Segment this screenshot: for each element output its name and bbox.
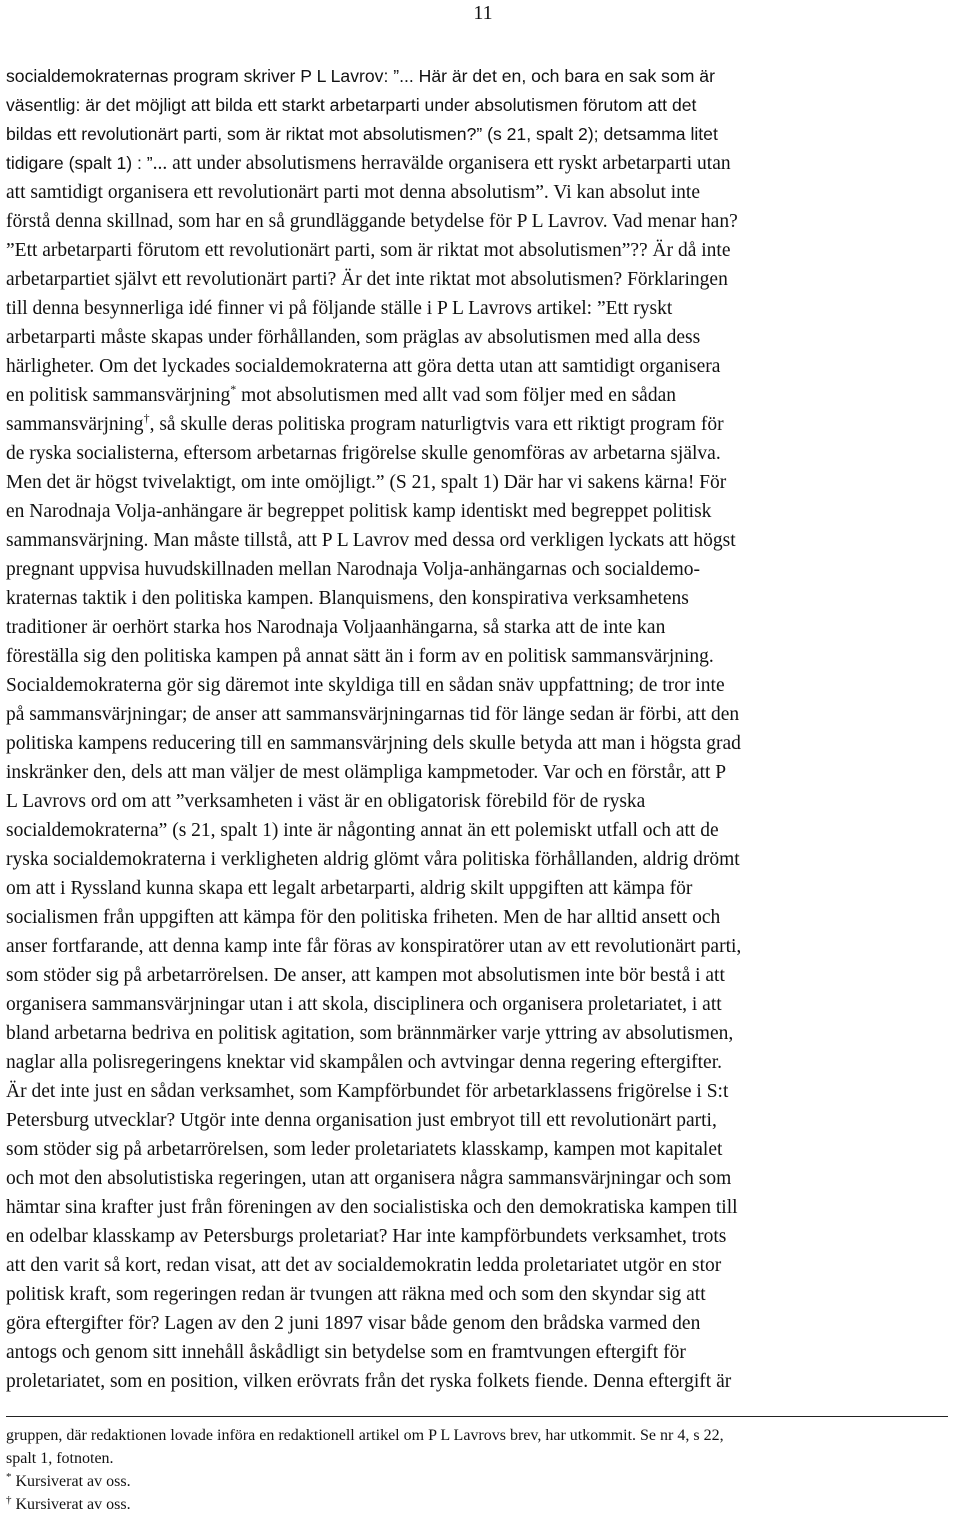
text-line	[6, 381, 951, 410]
text-segment: pregnant uppvisa huvudskillnaden mellan Narodnaja Volja-anhängarnas och socialdemo-	[6, 559, 701, 580]
text-segment: organisera sammansvärjningar utan i att skola, disciplinera och organisera proletariatet, i att	[6, 994, 722, 1015]
text-line	[6, 149, 951, 178]
text-segment: naglar alla polisregeringens knektar vid skampålen och avtvingar denna regering eftergifter.	[6, 1052, 722, 1073]
footnote	[6, 1493, 951, 1516]
text-line	[6, 1338, 951, 1367]
text-line	[6, 352, 951, 381]
text-segment: inskränker den, dels att man väljer de mest olämpliga kampmetoder. Var och en förstår, att P	[6, 762, 727, 783]
text-segment: härligheter. Om det lyckades socialdemokraterna att göra detta utan att samtidigt organisera	[6, 356, 721, 377]
text-line	[6, 1193, 951, 1222]
text-segment: antogs och genom sitt innehåll åskådligt sin betydelse som en framtvungen eftergift för	[6, 1342, 686, 1363]
footnote	[6, 1424, 951, 1447]
text-line	[6, 1077, 951, 1106]
text-line	[6, 439, 951, 468]
text-line	[6, 526, 951, 555]
text-line	[6, 671, 951, 700]
text-segment: politiska kampens reducering till en sammansvärjning dels skulle betyda att man i högsta grad	[6, 733, 741, 754]
footnote-marker: *	[230, 382, 237, 396]
text-line	[6, 845, 951, 874]
text-line	[6, 1135, 951, 1164]
text-line	[6, 497, 951, 526]
text-line	[6, 265, 951, 294]
text-line	[6, 961, 951, 990]
text-segment: socialismen från uppgiften att kämpa för den politiska friheten. Men de har alltid ansett och	[6, 907, 721, 928]
footnote-text: gruppen, där redaktionen lovade införa en redaktionell artikel om P L Lavrovs brev, har utkommit. Se nr 4, s 22,	[6, 1427, 724, 1444]
text-segment: Socialdemokraterna gör sig däremot inte skyldiga till en sådan snäv uppfattning; de tror inte	[6, 675, 725, 696]
text-line	[6, 294, 951, 323]
text-line	[6, 468, 951, 497]
footnote-marker: †	[143, 411, 150, 425]
text-line	[6, 1251, 951, 1280]
text-segment: ”Ett arbetarparti förutom ett revolutionärt parti, som är riktat mot absolutismen”?? Är då inte	[6, 240, 731, 261]
text-segment: de ryska socialisterna, eftersom arbetarnas frigörelse skulle genomföras av arbetarna själva.	[6, 443, 721, 464]
text-segment: politisk kraft, som regeringen redan är tvungen att räkna med och som den skyndar sig att	[6, 1284, 706, 1305]
text-segment: anser fortfarande, att denna kamp inte får föras av konspiratörer utan av ett revolutionärt parti,	[6, 936, 742, 957]
text-segment: och mot den absolutistiska regeringen, utan att organisera några sammansvärjningar och som	[6, 1168, 732, 1189]
text-segment: förstå denna skillnad, som har en så grundläggande betydelse för P L Lavrov. Vad menar han?	[6, 211, 738, 232]
text-line	[6, 1280, 951, 1309]
text-segment: Petersburg utvecklar? Utgör inte denna organisation just embryot till ett revolutionärt parti,	[6, 1110, 717, 1131]
text-line	[6, 236, 951, 265]
text-segment: att samtidigt organisera ett revolutionärt parti mot denna absolutism”. Vi kan absolut inte	[6, 182, 701, 203]
text-line	[6, 1309, 951, 1338]
footnote-text: spalt 1, fotnoten.	[6, 1450, 114, 1467]
text-line	[6, 1048, 951, 1077]
page-number: 11	[473, 2, 493, 24]
footnote	[6, 1470, 951, 1493]
text-segment: bland arbetarna bedriva en politisk agitation, som brännmärker varje yttring av absolutismen,	[6, 1023, 734, 1044]
text-line	[6, 584, 951, 613]
text-line	[6, 91, 951, 120]
text-line	[6, 990, 951, 1019]
text-segment: arbetarpartiet självt ett revolutionärt parti? Är det inte riktat mot absolutismen? Förklaringen	[6, 269, 728, 290]
footnote-separator	[6, 1416, 948, 1417]
text-segment: göra eftergifter för? Lagen av den 2 juni 1897 visar både genom den brådska varmed den	[6, 1313, 701, 1334]
text-line	[6, 700, 951, 729]
text-segment: hämtar sina krafter just från föreningen av den socialistiska och den demokratiska kampen till	[6, 1197, 738, 1218]
text-segment: tidigare (spalt 1) : ”	[6, 153, 153, 173]
text-line	[6, 207, 951, 236]
text-segment: traditioner är oerhört starka hos Narodnaja Voljaanhängarna, så starka att de inte kan	[6, 617, 666, 638]
text-line	[6, 816, 951, 845]
text-line	[6, 874, 951, 903]
text-segment: sammansvärjning	[6, 414, 144, 435]
footnote-text: Kursiverat av oss.	[11, 1496, 131, 1513]
text-line	[6, 642, 951, 671]
text-segment: sammansvärjning. Man måste tillstå, att P L Lavrov med dessa ord verkligen lyckats att högst	[6, 530, 736, 551]
text-segment: på sammansvärjningar; de anser att sammansvärjningarnas tid för länge sedan är förbi, att den	[6, 704, 740, 725]
text-segment: föreställa sig den politiska kampen på annat sätt än i form av en politisk sammansvärjning.	[6, 646, 714, 667]
text-segment: , så skulle deras politiska program naturligtvis vara ett riktigt program för	[149, 414, 724, 435]
text-segment: L Lavrovs ord om att ”verksamheten i väst är en obligatorisk förebild för de ryska	[6, 791, 646, 812]
text-line	[6, 903, 951, 932]
text-segment: proletariatet, som en position, vilken erövrats från det ryska folkets fiende. Denna eftergift är	[6, 1371, 732, 1392]
text-segment: arbetarparti måste skapas under förhållanden, som präglas av absolutismen med alla dess	[6, 327, 701, 348]
text-segment: om att i Ryssland kunna skapa ett legalt arbetarparti, aldrig skilt uppgiften att kämpa för	[6, 878, 693, 899]
text-segment: ryska socialdemokraterna i verkligheten aldrig glömt våra politiska förhållanden, aldrig drömt	[6, 849, 740, 870]
text-segment: som stöder sig på arbetarrörelsen. De anser, att kampen mot absolutismen inte bör bestå i att	[6, 965, 725, 986]
text-line	[6, 323, 951, 352]
text-segment: ... att under absolutismens herravälde organisera ett ryskt arbetarparti utan	[152, 153, 731, 174]
text-segment: en politisk sammansvärjning	[6, 385, 231, 406]
text-line	[6, 1222, 951, 1251]
text-line	[6, 555, 951, 584]
text-line	[6, 120, 951, 149]
footnote-mark: †	[6, 1494, 12, 1506]
text-segment: mot absolutismen med allt vad som följer med en sådan	[236, 385, 676, 406]
footnote-mark: *	[6, 1471, 12, 1483]
text-line	[6, 787, 951, 816]
text-segment: bildas ett revolutionärt parti, som är riktat mot absolutismen?” (s 21, spalt 2); detsamma litet	[6, 124, 718, 144]
text-segment: att den varit så kort, redan visat, att det av socialdemokratin ledda proletariatet utgör en stor	[6, 1255, 722, 1276]
text-segment: Är det inte just en sådan verksamhet, som Kampförbundet för arbetarklassens frigörelse i S:t	[6, 1081, 729, 1102]
text-line	[6, 758, 951, 787]
text-segment: socialdemokraterna” (s 21, spalt 1) inte är någonting annat än ett polemiskt utfall och att de	[6, 820, 719, 841]
text-segment: Men det är högst tvivelaktigt, om inte omöjligt.” (S 21, spalt 1) Där har vi sakens kärna! För	[6, 472, 727, 493]
text-segment: väsentlig: är det möjligt att bilda ett starkt arbetarparti under absolutismen förutom att det	[6, 95, 697, 115]
footnote	[6, 1447, 951, 1470]
footnote-text: Kursiverat av oss.	[11, 1473, 131, 1490]
text-segment: som stöder sig på arbetarrörelsen, som leder proletariatets klasskamp, kampen mot kapitalet	[6, 1139, 723, 1160]
text-line	[6, 729, 951, 758]
text-segment: till denna besynnerliga idé finner vi på följande ställe i P L Lavrovs artikel: ”Ett ryskt	[6, 298, 673, 319]
text-line	[6, 410, 951, 439]
footnotes	[6, 1424, 951, 1516]
text-line	[6, 1164, 951, 1193]
text-line	[6, 1367, 951, 1396]
text-line	[6, 613, 951, 642]
text-line	[6, 62, 951, 91]
text-line	[6, 1019, 951, 1048]
text-line	[6, 1106, 951, 1135]
text-line	[6, 932, 951, 961]
text-segment: en Narodnaja Volja-anhängare är begreppet politisk kamp identiskt med begreppet politisk	[6, 501, 712, 522]
text-segment: socialdemokraternas program skriver P L Lavrov: ”... Här är det en, och bara en sak som är	[6, 66, 715, 86]
text-line	[6, 178, 951, 207]
text-segment: kraternas taktik i den politiska kampen. Blanquismens, den konspirativa verksamhetens	[6, 588, 689, 609]
body-text	[6, 62, 951, 1396]
text-segment: en odelbar klasskamp av Petersburgs proletariat? Har inte kampförbundets verksamhet, trots	[6, 1226, 727, 1247]
